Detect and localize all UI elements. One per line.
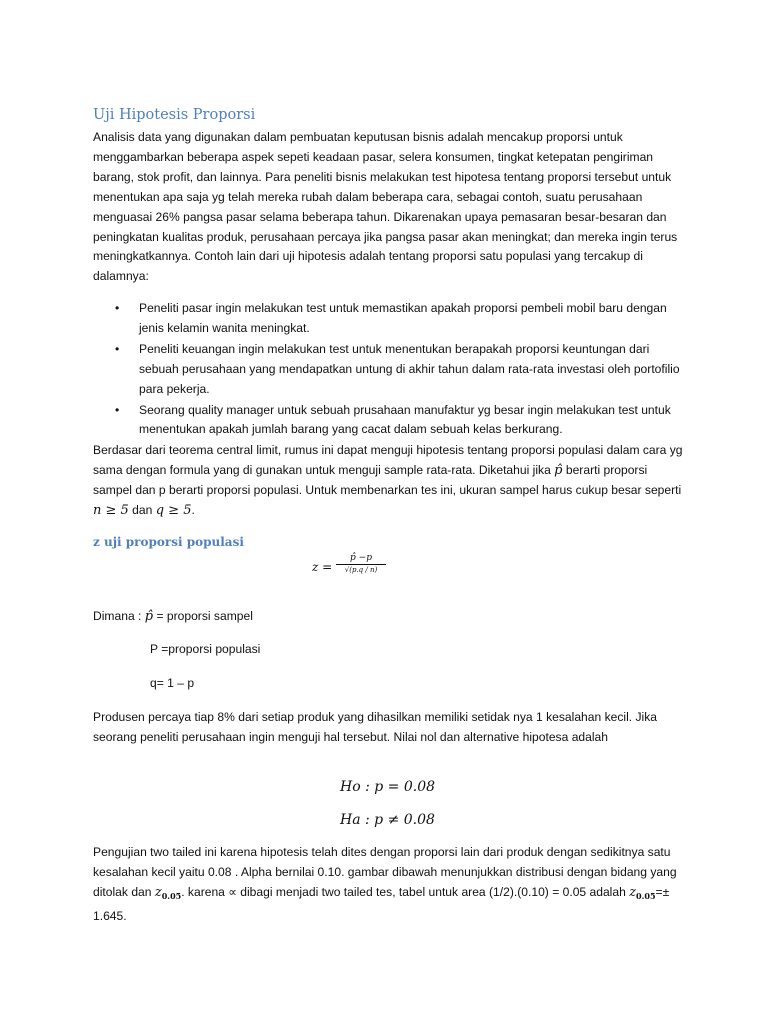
clt-text-4: . xyxy=(191,502,195,517)
example-paragraph: Produsen percaya tiap 8% dari setiap produk yang dihasilkan memiliki setidak nya 1 kesalahan kecil. Jika seorang peneliti perusahaan ingin menguji hal tersebut. Nilai nol dan alternative hipotesa adalah xyxy=(93,710,658,744)
z-symbol: $z_{0.05}$ xyxy=(154,884,182,901)
phat-symbol: p̂ xyxy=(554,462,563,478)
alternative-hypothesis: Ha : p ≠ 0.08 xyxy=(340,812,435,828)
definition-phat: Dimana : p̂ = proporsi sampel xyxy=(93,609,253,624)
definition-q: q= 1 – p xyxy=(150,676,195,690)
intro-paragraph: Analisis data yang digunakan dalam pembuatan keputusan bisnis adalah mencakup proporsi untuk menggambarkan beberapa aspek sepeti keadaan pasar, selera konsumen, tingkat ketepatan pengiriman barang, stok profit, dan lainnya. Para peneliti bisnis melakukan test hipotesa tentang proporsi tersebut untuk menentukan apa saja yg telah mereka rubah dalam beberapa cara, sebagai contoh, suatu perusahaan menguasai 26% pangsa pasar selama beberapa tahun. Dikarenakan upaya pemasaran besar-besaran dan peningkatan kualitas produk, perusahaan percaya jika pangsa pasar akan meningkat; dan mereka ingin terus meningkatkannya. Contoh lain dari uji hipotesis adalah tentang proporsi satu populasi yang tercakup di dalamnya: xyxy=(93,130,678,284)
null-hypothesis: Ho : p = 0.08 xyxy=(340,779,436,795)
subsection-heading: z uji proporsi populasi xyxy=(93,535,244,549)
bullet-icon: • xyxy=(115,301,120,315)
final-paragraph: Pengujian two tailed ini karena hipotesis telah dites dengan proporsi lain dari produk dengan sedikitnya satu kesalahan kecil yaitu 0.08 . Alpha bernilai 0.10. gambar dibawah menunjukkan distribusi dengan bidang yang ditolak dan $z_{0.05}$. karena ∝ dibagi menjadi two tailed tes, tabel untuk area (1/2).(0.10) = 0.05 adalah $z_{0.05}=\pm 1.645$. xyxy=(93,845,677,923)
bullet-text: Peneliti keuangan ingin melakukan test untuk menentukan berapakah proporsi keuntungan dari sebuah perusahaan yang mendapatkan untung di akhir tahun dalam rata-rata investasi oleh portofilio para pekerja. xyxy=(139,341,680,396)
bullet-icon: • xyxy=(115,341,120,356)
condition-q: q ≥ 5 xyxy=(155,502,192,518)
phat-symbol: p̂ xyxy=(144,609,154,624)
condition-n: n ≥ 5 xyxy=(93,502,129,518)
fraction-bar xyxy=(336,564,386,565)
bullet-text: Peneliti pasar ingin melakukan test untuk memastikan apakah proporsi pembeli mobil baru dengan jenis kelamin wanita meningkat. xyxy=(139,301,667,335)
formula-numerator: p̂ −p xyxy=(350,553,372,563)
formula-fraction xyxy=(336,553,386,574)
z-symbol: $z_{0.05}$ xyxy=(629,884,656,901)
definition-p: P =proporsi populasi xyxy=(150,642,261,656)
bullet-text: Seorang quality manager untuk sebuah prusahaan manufaktur yg besar ingin melakukan test untuk menentukan apakah jumlah barang yang cacat dalam sebuah kelas berkurang. xyxy=(139,402,671,437)
list-item xyxy=(93,299,683,339)
formula-denominator: √(p.q / n) xyxy=(344,566,378,574)
list-item xyxy=(93,401,683,441)
z-formula xyxy=(312,553,432,597)
clt-paragraph xyxy=(93,441,683,521)
section-heading: Uji Hipotesis Proporsi xyxy=(93,107,256,123)
clt-text-3: dan xyxy=(128,502,156,517)
bullet-list xyxy=(93,299,683,441)
clt-text-2: berarti proporsi sampel dan p berarti proporsi populasi. Untuk membenarkan tes ini, ukuran sampel harus cukup besar seperti xyxy=(93,462,682,497)
list-item xyxy=(93,340,683,400)
formula-lhs: z = xyxy=(312,560,333,574)
clt-text-1: Berdasar dari teorema central limit, rumus ini dapat menguji hipotesis tentang proporsi populasi dalam cara yg sama dengan formula yang di gunakan untuk menguji sample rata-rata. Diketahui jika xyxy=(93,443,683,477)
bullet-icon: • xyxy=(115,402,120,417)
